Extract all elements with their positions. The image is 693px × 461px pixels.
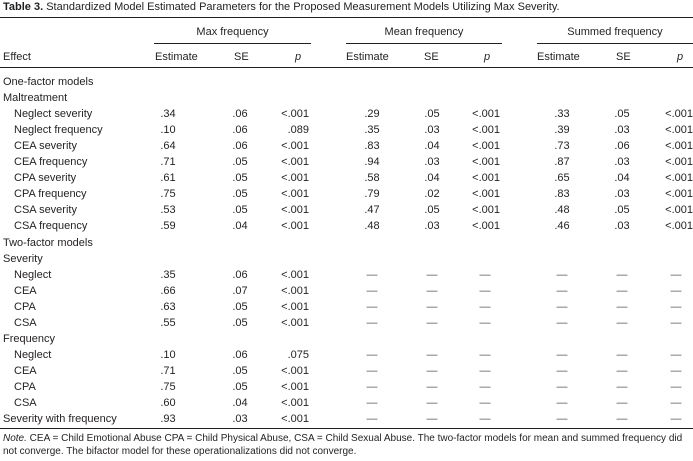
cell-se: .04 bbox=[424, 140, 440, 153]
cell-se: — bbox=[616, 348, 628, 361]
cell-p: — bbox=[479, 284, 491, 297]
row-label: Severity with frequency bbox=[3, 413, 117, 426]
cell-estimate: — bbox=[556, 413, 568, 426]
cell-p: <.001 bbox=[281, 108, 309, 121]
cell-estimate: .61 bbox=[160, 172, 176, 185]
cell-se: .04 bbox=[232, 397, 248, 409]
cell-estimate: .46 bbox=[554, 220, 570, 233]
cell-se: .06 bbox=[232, 108, 248, 121]
cell-se: .05 bbox=[614, 108, 630, 121]
table-title bbox=[3, 1, 560, 13]
col-header-estimate: Estimate bbox=[346, 51, 389, 63]
cell-p: — bbox=[479, 380, 491, 393]
cell-estimate: .39 bbox=[554, 124, 570, 137]
cell-p: <.001 bbox=[281, 413, 309, 426]
cell-estimate: .79 bbox=[364, 188, 380, 201]
cell-se: .03 bbox=[232, 413, 248, 426]
cell-estimate: .66 bbox=[160, 284, 176, 297]
cell-se: — bbox=[426, 268, 438, 281]
cell-se: .03 bbox=[614, 220, 630, 233]
group-underline bbox=[346, 43, 502, 44]
table-row bbox=[0, 140, 693, 156]
table-row bbox=[0, 76, 693, 92]
cell-se: .03 bbox=[424, 220, 440, 233]
table-row bbox=[0, 108, 693, 124]
cell-p: — bbox=[670, 284, 682, 297]
cell-p: — bbox=[479, 397, 491, 409]
cell-p: <.001 bbox=[665, 108, 693, 121]
row-label: One-factor models bbox=[3, 76, 94, 88]
cell-estimate: .35 bbox=[364, 124, 380, 137]
cell-estimate: .59 bbox=[160, 220, 176, 233]
cell-estimate: .10 bbox=[160, 124, 176, 137]
cell-estimate: .73 bbox=[554, 140, 570, 153]
cell-p: <.001 bbox=[665, 124, 693, 137]
top-rule bbox=[0, 17, 693, 18]
cell-p: <.001 bbox=[665, 156, 693, 169]
row-label: Neglect frequency bbox=[14, 124, 103, 137]
table-row bbox=[0, 188, 693, 204]
cell-p: .089 bbox=[287, 124, 309, 137]
col-header-se: SE bbox=[424, 51, 439, 63]
cell-se: .04 bbox=[614, 172, 630, 185]
cell-se: — bbox=[426, 364, 438, 377]
row-label: CPA frequency bbox=[14, 188, 87, 201]
row-label: CEA bbox=[14, 364, 37, 377]
cell-p: — bbox=[670, 364, 682, 377]
cell-estimate: .55 bbox=[160, 316, 176, 329]
cell-estimate: — bbox=[366, 300, 378, 313]
cell-estimate: — bbox=[556, 268, 568, 281]
cell-p: <.001 bbox=[472, 108, 500, 121]
table-row bbox=[0, 269, 693, 285]
row-label: Two-factor models bbox=[3, 236, 93, 249]
table-row bbox=[0, 172, 693, 188]
cell-se: .05 bbox=[232, 172, 248, 185]
col-header-estimate: Estimate bbox=[537, 51, 580, 63]
table-row bbox=[0, 381, 693, 397]
cell-p: — bbox=[670, 268, 682, 281]
cell-p: — bbox=[670, 300, 682, 313]
row-label: CPA bbox=[14, 300, 36, 313]
cell-p: — bbox=[670, 380, 682, 393]
table-row bbox=[0, 317, 693, 333]
cell-p: — bbox=[670, 348, 682, 361]
row-label: CSA bbox=[14, 316, 37, 329]
cell-p: <.001 bbox=[281, 284, 309, 297]
cell-estimate: — bbox=[556, 348, 568, 361]
cell-p: <.001 bbox=[281, 380, 309, 393]
row-label: CPA severity bbox=[14, 172, 77, 185]
cell-se: .06 bbox=[232, 348, 248, 361]
row-label: CEA frequency bbox=[14, 156, 88, 169]
cell-p: — bbox=[479, 364, 491, 377]
cell-estimate: .34 bbox=[160, 108, 176, 121]
cell-p: — bbox=[479, 268, 491, 281]
cell-se: .05 bbox=[232, 316, 248, 329]
cell-se: .05 bbox=[614, 204, 630, 217]
col-header-p: p bbox=[677, 51, 684, 63]
cell-p: <.001 bbox=[281, 397, 309, 409]
cell-p: <.001 bbox=[472, 188, 500, 201]
row-label: Maltreatment bbox=[3, 92, 68, 105]
cell-p: — bbox=[479, 300, 491, 313]
cell-se: — bbox=[426, 413, 438, 426]
cell-estimate: .33 bbox=[554, 108, 570, 121]
cell-estimate: .10 bbox=[160, 348, 176, 361]
table-row bbox=[0, 253, 693, 269]
cell-p: <.001 bbox=[472, 140, 500, 153]
cell-estimate: — bbox=[556, 380, 568, 393]
table-row bbox=[0, 124, 693, 140]
cell-p: <.001 bbox=[472, 156, 500, 169]
cell-se: .06 bbox=[614, 140, 630, 153]
row-label: CPA bbox=[14, 380, 36, 393]
cell-estimate: — bbox=[366, 268, 378, 281]
cell-se: — bbox=[426, 348, 438, 361]
cell-se: .03 bbox=[614, 156, 630, 169]
row-label: Neglect bbox=[14, 348, 52, 361]
cell-estimate: — bbox=[556, 316, 568, 329]
cell-estimate: .29 bbox=[364, 108, 380, 121]
cell-se: .06 bbox=[232, 268, 248, 281]
cell-p: <.001 bbox=[281, 140, 309, 153]
table-caption: Standardized Model Estimated Parameters for the Proposed Measurement Models Utilizing Max Severity. bbox=[46, 1, 560, 13]
cell-estimate: .47 bbox=[364, 204, 380, 217]
cell-se: .06 bbox=[232, 124, 248, 137]
cell-estimate: .87 bbox=[554, 156, 570, 169]
col-header-se: SE bbox=[616, 51, 631, 63]
cell-se: — bbox=[616, 316, 628, 329]
cell-p: <.001 bbox=[665, 220, 693, 233]
cell-estimate: .35 bbox=[160, 268, 176, 281]
table-row bbox=[0, 413, 693, 429]
cell-se: .06 bbox=[232, 140, 248, 153]
cell-estimate: — bbox=[366, 284, 378, 297]
table-number: Table 3. bbox=[3, 1, 44, 13]
cell-p: <.001 bbox=[472, 204, 500, 217]
row-label: Severity bbox=[3, 252, 43, 265]
cell-estimate: .64 bbox=[160, 140, 176, 153]
cell-se: — bbox=[426, 300, 438, 313]
row-label: CSA frequency bbox=[14, 220, 88, 233]
cell-estimate: .83 bbox=[554, 188, 570, 201]
cell-estimate: .71 bbox=[160, 156, 176, 169]
cell-se: .02 bbox=[424, 188, 440, 201]
cell-p: <.001 bbox=[281, 156, 309, 169]
cell-p: <.001 bbox=[281, 188, 309, 201]
cell-p: <.001 bbox=[472, 220, 500, 233]
cell-estimate: .71 bbox=[160, 364, 176, 377]
cell-estimate: .48 bbox=[364, 220, 380, 233]
cell-se: .04 bbox=[232, 220, 248, 233]
table-row bbox=[0, 156, 693, 172]
cell-estimate: .63 bbox=[160, 300, 176, 313]
cell-se: — bbox=[616, 284, 628, 297]
group-header-mean: Mean frequency bbox=[384, 26, 464, 38]
cell-estimate: .60 bbox=[160, 397, 176, 409]
cell-p: <.001 bbox=[281, 204, 309, 217]
col-header-p: p bbox=[295, 51, 302, 63]
cell-estimate: .75 bbox=[160, 188, 176, 201]
cell-se: .07 bbox=[232, 284, 248, 297]
cell-se: .03 bbox=[614, 124, 630, 137]
cell-estimate: .58 bbox=[364, 172, 380, 185]
table-row bbox=[0, 285, 693, 301]
cell-se: — bbox=[426, 380, 438, 393]
cell-p: — bbox=[479, 413, 491, 426]
note-label: Note. bbox=[3, 433, 27, 444]
cell-estimate: — bbox=[366, 413, 378, 426]
cell-estimate: — bbox=[556, 364, 568, 377]
table-row bbox=[0, 333, 693, 349]
cell-estimate: — bbox=[556, 397, 568, 409]
cell-estimate: — bbox=[366, 348, 378, 361]
cell-p: — bbox=[670, 397, 682, 409]
cell-se: .05 bbox=[424, 204, 440, 217]
group-header-max: Max frequency bbox=[196, 26, 269, 38]
cell-estimate: .65 bbox=[554, 172, 570, 185]
cell-p: — bbox=[670, 316, 682, 329]
row-label: CEA severity bbox=[14, 140, 77, 153]
table-row bbox=[0, 301, 693, 317]
cell-p: <.001 bbox=[665, 188, 693, 201]
row-label: Neglect severity bbox=[14, 108, 93, 121]
cell-p: <.001 bbox=[665, 140, 693, 153]
cell-p: <.001 bbox=[665, 204, 693, 217]
cell-p: <.001 bbox=[472, 124, 500, 137]
table-row bbox=[0, 220, 693, 236]
cell-se: .05 bbox=[232, 204, 248, 217]
table-row bbox=[0, 397, 693, 413]
cell-estimate: .93 bbox=[160, 413, 176, 426]
row-label: CEA bbox=[14, 284, 37, 297]
table-row bbox=[0, 365, 693, 381]
group-underline bbox=[537, 43, 693, 44]
cell-estimate: — bbox=[366, 316, 378, 329]
cell-se: .04 bbox=[424, 172, 440, 185]
bottom-rule bbox=[0, 428, 693, 429]
cell-p: — bbox=[670, 413, 682, 426]
cell-p: <.001 bbox=[472, 172, 500, 185]
note-text: CEA = Child Emotional Abuse CPA = Child Physical Abuse, CSA = Child Sexual Abuse. The two-factor models for mean and summed frequency did not converge. The bifactor model for these operationalizations did not converge. bbox=[3, 433, 683, 457]
cell-estimate: .48 bbox=[554, 204, 570, 217]
cell-p: <.001 bbox=[281, 364, 309, 377]
row-label: CSA bbox=[14, 397, 37, 409]
table-row bbox=[0, 204, 693, 220]
cell-estimate: .75 bbox=[160, 380, 176, 393]
col-header-se: SE bbox=[234, 51, 249, 63]
row-label: Frequency bbox=[3, 332, 55, 345]
cell-estimate: .83 bbox=[364, 140, 380, 153]
cell-se: .05 bbox=[424, 108, 440, 121]
cell-estimate: — bbox=[556, 284, 568, 297]
cell-se: — bbox=[616, 364, 628, 377]
table-row bbox=[0, 237, 693, 253]
col-header-p: p bbox=[484, 51, 491, 63]
cell-se: .05 bbox=[232, 380, 248, 393]
group-header-summed: Summed frequency bbox=[567, 26, 663, 38]
cell-estimate: .94 bbox=[364, 156, 380, 169]
table-row bbox=[0, 349, 693, 365]
cell-p: <.001 bbox=[281, 268, 309, 281]
cell-estimate: — bbox=[366, 380, 378, 393]
cell-estimate: — bbox=[366, 397, 378, 409]
cell-p: <.001 bbox=[281, 300, 309, 313]
header-rule bbox=[0, 67, 693, 68]
cell-se: — bbox=[616, 413, 628, 426]
cell-estimate: — bbox=[556, 300, 568, 313]
cell-se: — bbox=[616, 397, 628, 409]
cell-se: .05 bbox=[232, 364, 248, 377]
cell-p: — bbox=[479, 348, 491, 361]
cell-p: — bbox=[479, 316, 491, 329]
cell-estimate: — bbox=[366, 364, 378, 377]
col-header-estimate: Estimate bbox=[155, 51, 198, 63]
cell-se: — bbox=[426, 316, 438, 329]
cell-se: — bbox=[616, 300, 628, 313]
cell-se: .03 bbox=[614, 188, 630, 201]
cell-se: — bbox=[426, 397, 438, 409]
cell-se: .05 bbox=[232, 188, 248, 201]
col-header-effect: Effect bbox=[3, 51, 31, 63]
row-label: CSA severity bbox=[14, 204, 77, 217]
cell-p: <.001 bbox=[281, 316, 309, 329]
cell-p: <.001 bbox=[665, 172, 693, 185]
cell-p: .075 bbox=[287, 348, 309, 361]
cell-se: — bbox=[426, 284, 438, 297]
cell-se: .05 bbox=[232, 156, 248, 169]
table-note bbox=[3, 432, 693, 458]
cell-se: .03 bbox=[424, 124, 440, 137]
cell-estimate: .53 bbox=[160, 204, 176, 217]
group-underline bbox=[154, 43, 311, 44]
cell-se: — bbox=[616, 380, 628, 393]
cell-se: .05 bbox=[232, 300, 248, 313]
row-label: Neglect bbox=[14, 268, 52, 281]
table-row bbox=[0, 92, 693, 108]
cell-p: <.001 bbox=[281, 172, 309, 185]
cell-se: .03 bbox=[424, 156, 440, 169]
cell-p: <.001 bbox=[281, 220, 309, 233]
cell-se: — bbox=[616, 268, 628, 281]
